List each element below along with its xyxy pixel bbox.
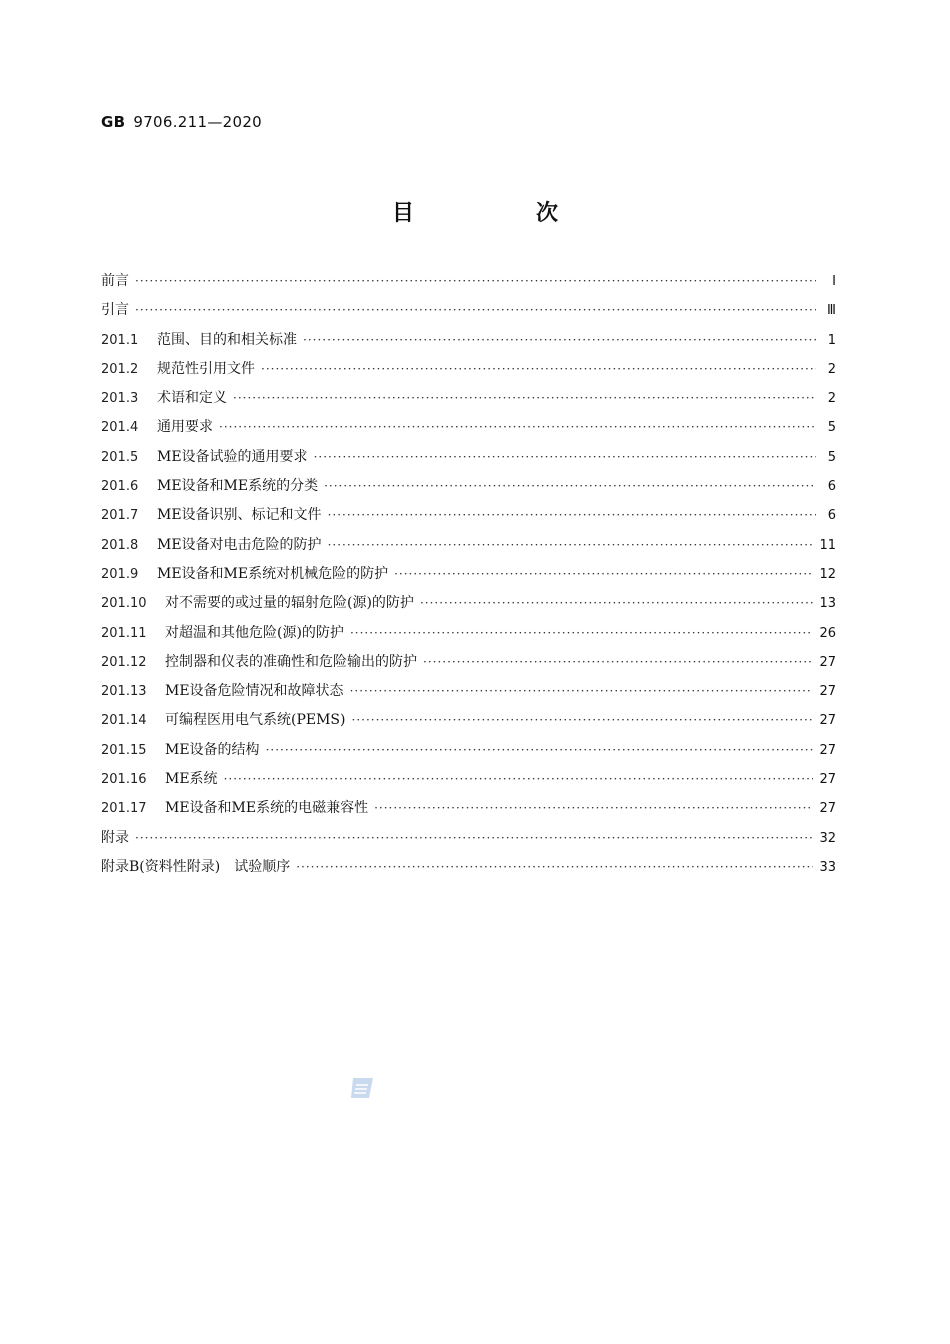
toc-entry-number: 201.13 [101,684,147,700]
toc-entry-title: 可编程医用电气系统(PEMS) [165,712,346,729]
toc-entry-number: 201.8 [101,537,139,553]
toc-entry[interactable] [101,534,836,563]
toc-entry-title: 引言 [101,302,129,319]
toc-entry-number: 201.4 [101,420,139,436]
document-header [101,113,262,131]
toc-entry[interactable] [101,270,836,299]
standard-code: GB [101,113,126,131]
toc-dot-leader [423,655,813,669]
toc-entry-number: 201.12 [101,654,147,670]
toc-dot-leader [324,479,816,493]
toc-entry[interactable] [101,651,836,680]
page-title: 目 次 [391,201,608,226]
toc-dot-leader [135,303,816,317]
toc-entry[interactable] [101,329,836,358]
toc-entry-page: 26 [819,625,836,641]
toc-dot-leader [296,860,813,874]
toc-entry[interactable] [101,827,836,856]
toc-entry[interactable] [101,768,836,797]
toc-entry-number: 201.3 [101,391,139,407]
toc-entry-title: 术语和定义 [157,390,227,407]
toc-entry-page: 6 [827,479,836,495]
toc-entry-page: 11 [819,537,836,553]
toc-entry-page: 27 [819,772,836,788]
toc-entry-number: 201.1 [101,332,139,348]
toc-entry-page: 6 [827,508,836,524]
toc-entry-title: 对不需要的或过量的辐射危险(源)的防护 [165,595,414,612]
toc-entry-number: 201.14 [101,713,147,729]
toc-entry-number: 201.2 [101,361,139,377]
toc-entry[interactable] [101,387,836,416]
toc-dot-leader [135,831,813,845]
toc-dot-leader [219,420,816,434]
toc-entry-title: ME设备和ME系统的分类 [157,478,319,495]
toc-dot-leader [374,801,813,815]
toc-entry-number: 201.11 [101,625,147,641]
toc-entry-page: 32 [819,830,836,846]
toc-entry-page: 27 [819,654,836,670]
toc-entry[interactable] [101,622,836,651]
toc-dot-leader [314,450,816,464]
toc-dot-leader [350,626,814,640]
toc-entry[interactable] [101,739,836,768]
toc-dot-leader [350,684,814,698]
toc-entry[interactable] [101,856,836,885]
toc-entry-title: 范围、目的和相关标准 [157,331,297,348]
toc-dot-leader [328,508,816,522]
toc-entry-page: 27 [819,801,836,817]
toc-dot-leader [261,362,816,376]
toc-dot-leader [303,333,816,347]
toc-entry[interactable] [101,416,836,445]
toc-entry-page: Ⅲ [827,303,836,319]
toc-dot-leader [352,713,814,727]
toc-entry-page: 2 [827,391,836,407]
toc-entry-title: ME系统 [165,771,218,788]
toc-entry-page: 2 [827,361,836,377]
toc-dot-leader [233,391,816,405]
toc-entry[interactable] [101,709,836,738]
sac-logo-icon [349,1076,375,1100]
toc-entry-title: ME设备和ME系统对机械危险的防护 [157,565,389,582]
toc-entry-page: 1 [827,332,836,348]
toc-entry-title: ME设备对电击危险的防护 [157,536,322,553]
toc-entry[interactable] [101,475,836,504]
toc-entry-title: ME设备和ME系统的电磁兼容性 [165,800,369,817]
toc-entry-title: 附录B(资料性附录) 试验顺序 [101,858,291,875]
toc-dot-leader [135,274,816,288]
toc-entry-page: 5 [827,420,836,436]
toc-entry-page: 27 [819,742,836,758]
toc-entry[interactable] [101,592,836,621]
toc-entry[interactable] [101,563,836,592]
toc-entry-title: 通用要求 [157,419,213,436]
toc-entry[interactable] [101,680,836,709]
toc-entry-page: 33 [819,859,836,875]
toc-entry-title: 对超温和其他危险(源)的防护 [165,624,344,641]
toc-entry-title: ME设备的结构 [165,741,260,758]
toc-entry[interactable] [101,446,836,475]
toc-entry-title: 控制器和仪表的准确性和危险输出的防护 [165,653,417,670]
toc-entry[interactable] [101,797,836,826]
toc-entry-title: ME设备危险情况和故障状态 [165,683,344,700]
toc-entry-title: ME设备识别、标记和文件 [157,507,322,524]
toc-entry-number: 201.15 [101,742,147,758]
toc-entry-title: 前言 [101,273,129,289]
toc-entry-page: 12 [819,566,836,582]
toc-entry[interactable] [101,299,836,328]
toc-dot-leader [394,567,813,581]
toc-entry-page: 27 [819,684,836,700]
toc-entry-page: 13 [819,596,836,612]
toc-entry-number: 201.9 [101,566,139,582]
toc-entry-number: 201.16 [101,772,147,788]
toc-entry-title: ME设备试验的通用要求 [157,448,308,465]
toc-entry-number: 201.17 [101,801,147,817]
standard-number: 9706.211—2020 [133,113,263,131]
toc-entry-number: 201.7 [101,508,139,524]
toc-entry-number: 201.10 [101,596,147,612]
toc-dot-leader [328,538,814,552]
toc-entry-title: 附录 [101,829,129,846]
toc-entry-page: 27 [819,713,836,729]
toc-entry-page: 5 [827,449,836,465]
toc-dot-leader [266,743,814,757]
toc-entry-title: 规范性引用文件 [157,360,255,377]
toc-entry[interactable] [101,504,836,533]
table-of-contents [101,270,836,885]
toc-entry-number: 201.6 [101,479,139,495]
toc-entry[interactable] [101,358,836,387]
toc-entry-number: 201.5 [101,449,139,465]
toc-dot-leader [224,772,814,786]
toc-entry-page: Ⅰ [832,274,836,289]
toc-dot-leader [420,596,814,610]
